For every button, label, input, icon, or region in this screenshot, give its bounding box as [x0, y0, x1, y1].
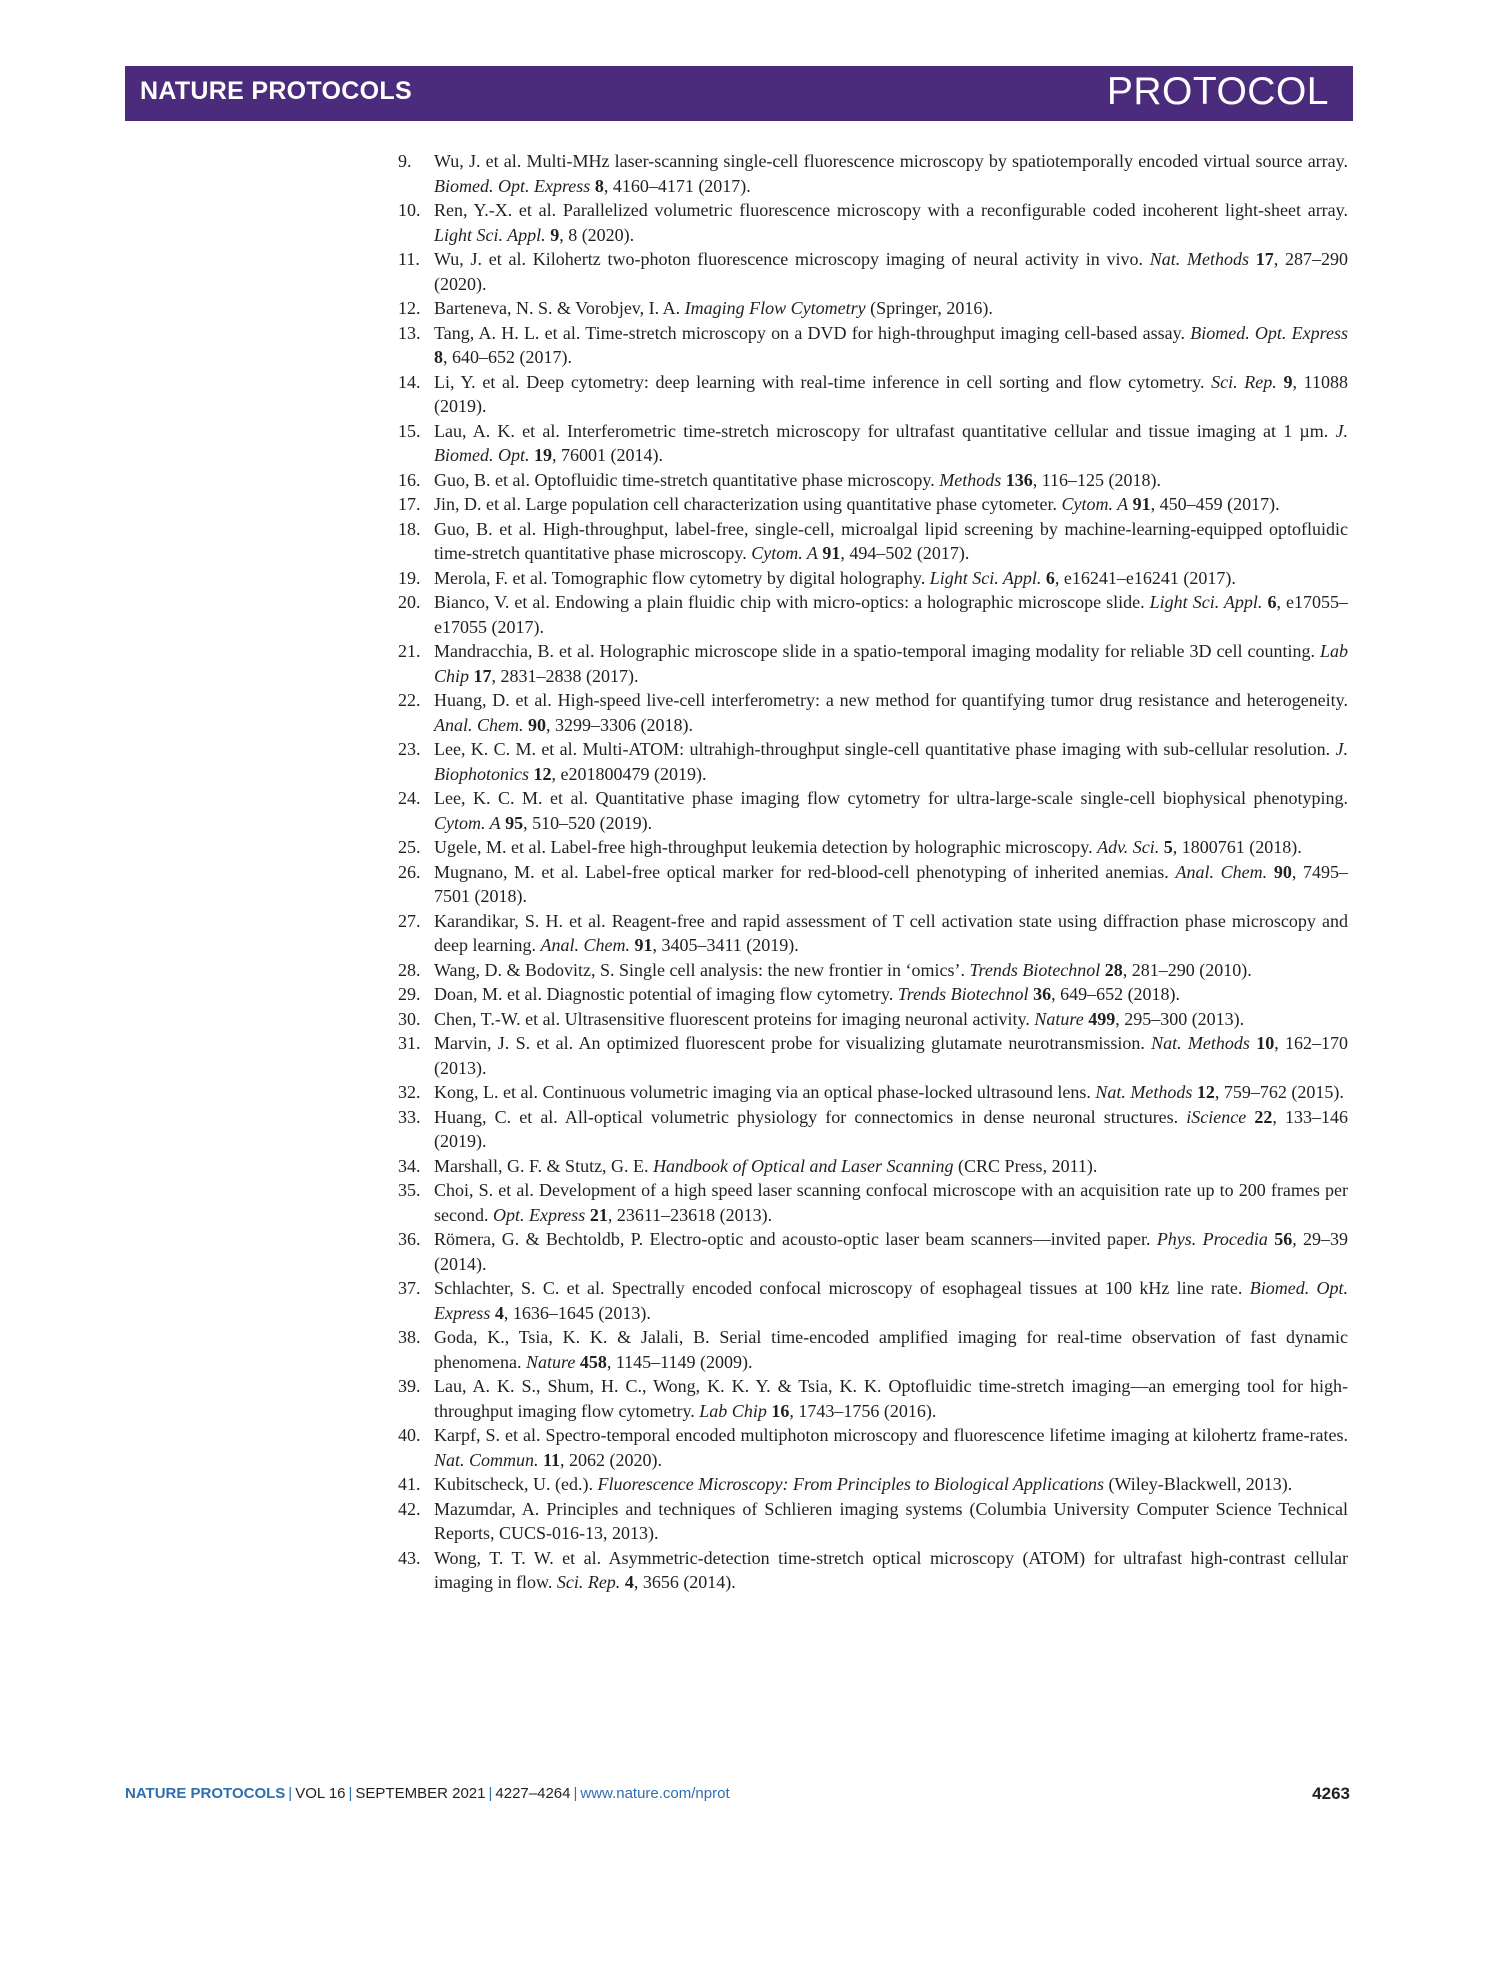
reference-item: [398, 737, 1348, 786]
reference-item: [398, 688, 1348, 737]
reference-volume: 95: [505, 812, 524, 833]
reference-item: [398, 1007, 1348, 1032]
reference-volume: 17: [473, 665, 492, 686]
footer-url-link[interactable]: www.nature.com/nprot: [580, 1785, 730, 1802]
reference-number: 33.: [398, 1106, 421, 1127]
reference-item: [398, 296, 1348, 321]
reference-item: [398, 639, 1348, 688]
reference-text: , 649–652 (2018).: [1051, 984, 1181, 1004]
reference-volume: 499: [1088, 1008, 1116, 1029]
reference-text: Marvin, J. S. et al. An optimized fluorescent probe for visualizing glutamate neurotransmission.: [434, 1033, 1152, 1053]
reference-journal: Phys. Procedia: [1156, 1229, 1268, 1249]
footer-separator: |: [488, 1785, 493, 1802]
reference-item: [398, 198, 1348, 247]
reference-journal: Light Sci. Appl.: [929, 567, 1042, 588]
reference-text: , 76001 (2014).: [551, 445, 663, 465]
article-type: PROTOCOL: [1106, 70, 1329, 113]
page-footer: [125, 1785, 1350, 1802]
reference-text: (CRC Press, 2011).: [953, 1155, 1098, 1176]
reference-volume: 12: [533, 763, 552, 784]
reference-text: Choi, S. et al. Development of a high speed laser scanning confocal microscope with an acquisition rate up to 200 frames per second.: [434, 1180, 1348, 1225]
reference-item: [398, 860, 1348, 909]
reference-journal: Nature: [1034, 1008, 1084, 1029]
reference-text: Wu, J. et al. Kilohertz two-photon fluorescence microscopy imaging of neural activity in vivo.: [434, 249, 1150, 269]
reference-text: , 295–300 (2013).: [1115, 1008, 1245, 1029]
reference-volume: 91: [822, 543, 841, 563]
reference-volume: 22: [1254, 1106, 1273, 1127]
reference-text: , 2831–2838 (2017).: [491, 665, 639, 686]
reference-journal: Nat. Methods: [1149, 249, 1249, 269]
reference-number: 35.: [398, 1180, 421, 1200]
reference-volume: 10: [1256, 1033, 1275, 1053]
reference-item: [398, 149, 1348, 198]
reference-number: 16.: [398, 469, 421, 490]
reference-number: 32.: [398, 1082, 421, 1102]
reference-text: Tang, A. H. L. et al. Time-stretch microscopy on a DVD for high-throughput imaging cell-based assay.: [434, 322, 1191, 343]
journal-header-bar: [125, 66, 1353, 121]
reference-journal: Methods: [939, 469, 1002, 490]
reference-journal: Light Sci. Appl.: [1149, 592, 1263, 612]
reference-text: , 450–459 (2017).: [1150, 494, 1280, 514]
reference-volume: 17: [1255, 249, 1274, 269]
reference-journal: Cytom. A: [434, 812, 501, 833]
footer-volume: VOL 16: [295, 1785, 346, 1802]
reference-journal: Imaging Flow Cytometry: [684, 298, 866, 318]
reference-text: , e17055–e17055 (2017).: [434, 592, 1348, 637]
reference-item: [398, 1546, 1348, 1595]
reference-list: [398, 149, 1348, 1595]
reference-text: Römera, G. & Bechtoldb, P. Electro-optic and acousto-optic laser beam scanners—invited paper.: [434, 1229, 1157, 1249]
reference-text: Wang, D. & Bodovitz, S. Single cell analysis: the new frontier in ‘omics’.: [434, 959, 970, 980]
reference-text: Mandracchia, B. et al. Holographic microscope slide in a spatio-temporal imaging modality for reliable 3D cell counting.: [434, 641, 1320, 661]
reference-number: 18.: [398, 518, 421, 539]
reference-volume: 19: [533, 445, 552, 465]
reference-journal: Fluorescence Microscopy: From Principles to Biological Applications: [597, 1474, 1105, 1494]
reference-text: Karpf, S. et al. Spectro-temporal encoded multiphoton microscopy and fluorescence lifetime imaging at kilohertz frame-rates.: [434, 1425, 1348, 1445]
reference-journal: Adv. Sci.: [1097, 837, 1160, 857]
reference-item: [398, 247, 1348, 296]
reference-text: , 1743–1756 (2016).: [789, 1400, 937, 1421]
reference-text: Lee, K. C. M. et al. Multi-ATOM: ultrahigh-throughput single-cell quantitative phase imaging with sub-cellular resolution.: [434, 739, 1336, 759]
reference-item: [398, 1227, 1348, 1276]
reference-item: [398, 419, 1348, 468]
reference-number: 25.: [398, 837, 421, 857]
reference-number: 14.: [398, 371, 421, 392]
reference-text: , 3299–3306 (2018).: [546, 714, 693, 735]
reference-text: Huang, C. et al. All-optical volumetric physiology for connectomics in dense neuronal structures.: [434, 1106, 1187, 1127]
reference-text: Bianco, V. et al. Endowing a plain fluidic chip with micro-optics: a holographic microscope slide.: [434, 592, 1150, 612]
reference-number: 34.: [398, 1155, 421, 1176]
reference-volume: 9: [550, 224, 560, 245]
reference-item: [398, 909, 1348, 958]
reference-text: Guo, B. et al. High-throughput, label-free, single-cell, microalgal lipid screening by machine-learning-equipped optofluidic time-stretch quantitative phase microscopy.: [434, 518, 1348, 563]
reference-volume: 91: [1132, 494, 1151, 514]
reference-text: Kubitscheck, U. (ed.).: [434, 1474, 598, 1494]
reference-number: 22.: [398, 690, 421, 710]
reference-number: 29.: [398, 984, 421, 1004]
reference-text: , 162–170 (2013).: [434, 1033, 1349, 1078]
reference-item: [398, 492, 1348, 517]
reference-text: Ugele, M. et al. Label-free high-throughput leukemia detection by holographic microscopy.: [434, 837, 1098, 857]
reference-volume: 4: [624, 1572, 634, 1592]
reference-volume: 90: [1273, 861, 1292, 882]
reference-journal: Nat. Commun.: [434, 1449, 539, 1470]
reference-item: [398, 1423, 1348, 1472]
reference-volume: 56: [1274, 1229, 1293, 1249]
reference-volume: 36: [1033, 984, 1052, 1004]
reference-number: 9.: [398, 151, 412, 171]
reference-number: 37.: [398, 1278, 421, 1298]
reference-volume: 6: [1267, 592, 1277, 612]
reference-volume: 4: [494, 1302, 504, 1323]
reference-item: [398, 566, 1348, 591]
reference-number: 21.: [398, 641, 421, 661]
reference-number: 28.: [398, 959, 421, 980]
reference-volume: 8: [434, 347, 443, 367]
reference-volume: 136: [1005, 469, 1033, 490]
reference-item: [398, 468, 1348, 493]
reference-item: [398, 1031, 1348, 1080]
reference-item: [398, 982, 1348, 1007]
reference-journal: Cytom. A: [751, 543, 818, 563]
reference-volume: 21: [589, 1204, 608, 1225]
reference-item: [398, 1472, 1348, 1497]
reference-text: Li, Y. et al. Deep cytometry: deep learning with real-time inference in cell sorting and flow cytometry.: [434, 371, 1212, 392]
reference-journal: iScience: [1186, 1106, 1247, 1127]
reference-text: , 8 (2020).: [559, 224, 635, 245]
reference-number: 13.: [398, 322, 421, 343]
reference-item: [398, 1325, 1348, 1374]
reference-text: , 494–502 (2017).: [840, 543, 970, 563]
reference-item: [398, 321, 1348, 370]
reference-number: 43.: [398, 1547, 421, 1568]
reference-journal: Opt. Express: [492, 1204, 586, 1225]
reference-text: Barteneva, N. S. & Vorobjev, I. A.: [434, 298, 685, 318]
reference-text: , 287–290 (2020).: [434, 249, 1349, 294]
reference-item: [398, 1374, 1348, 1423]
reference-journal: Sci. Rep.: [556, 1572, 621, 1592]
reference-text: Mazumdar, A. Principles and techniques of Schlieren imaging systems (Columbia University Computer Science Technical Reports, CUCS-016-13, 2013).: [434, 1498, 1348, 1543]
footer-pages: 4227–4264: [495, 1785, 571, 1802]
reference-journal: Lab Chip: [434, 641, 1348, 686]
reference-text: Lau, A. K. et al. Interferometric time-stretch microscopy for ultrafast quantitative cellular and tissue imaging at 1 µm.: [434, 420, 1336, 441]
reference-item: [398, 590, 1348, 639]
reference-number: 42.: [398, 1498, 421, 1519]
reference-text: Huang, D. et al. High-speed live-cell interferometry: a new method for quantifying tumor drug resistance and heterogeneity.: [434, 690, 1348, 710]
reference-text: , e16241–e16241 (2017).: [1054, 567, 1236, 588]
reference-journal: Sci. Rep.: [1211, 371, 1277, 392]
reference-journal: Trends Biotechnol: [897, 984, 1029, 1004]
reference-number: 39.: [398, 1376, 421, 1396]
reference-number: 36.: [398, 1229, 421, 1249]
reference-text: , 1145–1149 (2009).: [606, 1351, 753, 1372]
reference-journal: Handbook of Optical and Laser Scanning: [653, 1155, 954, 1176]
reference-number: 19.: [398, 567, 421, 588]
reference-journal: J. Biomed. Opt.: [434, 420, 1348, 465]
reference-number: 24.: [398, 788, 421, 808]
reference-volume: 458: [579, 1351, 607, 1372]
reference-item: [398, 1497, 1348, 1546]
reference-journal: Cytom. A: [1061, 494, 1129, 514]
reference-text: Ren, Y.-X. et al. Parallelized volumetric fluorescence microscopy with a reconfigurable coded incoherent light-sheet array.: [434, 200, 1348, 220]
reference-item: [398, 1178, 1348, 1227]
reference-text: , 116–125 (2018).: [1032, 469, 1162, 490]
reference-volume: 6: [1045, 567, 1055, 588]
reference-journal: Anal. Chem.: [1175, 861, 1268, 882]
reference-item: [398, 370, 1348, 419]
reference-volume: 5: [1163, 837, 1173, 857]
reference-item: [398, 1154, 1348, 1179]
reference-text: , 759–762 (2015).: [1214, 1082, 1344, 1102]
reference-text: Kong, L. et al. Continuous volumetric imaging via an optical phase-locked ultrasound lens.: [434, 1082, 1096, 1102]
reference-number: 26.: [398, 861, 421, 882]
reference-journal: Biomed. Opt. Express: [1190, 322, 1348, 343]
reference-text: Marshall, G. F. & Stutz, G. E.: [434, 1155, 654, 1176]
reference-number: 12.: [398, 298, 421, 318]
reference-volume: 11: [543, 1449, 561, 1470]
reference-volume: 91: [634, 935, 653, 955]
page-number: 4263: [1312, 1784, 1350, 1803]
reference-text: Lau, A. K. S., Shum, H. C., Wong, K. K. Y. & Tsia, K. K. Optofluidic time-stretch imaging—an emerging tool for high-throughput imaging flow cytometry.: [434, 1376, 1348, 1421]
reference-volume: 16: [771, 1400, 790, 1421]
reference-volume: 28: [1104, 959, 1123, 980]
footer-separator: |: [573, 1785, 578, 1802]
reference-volume: 12: [1196, 1082, 1215, 1102]
reference-text: Karandikar, S. H. et al. Reagent-free and rapid assessment of T cell activation state using diffraction phase microscopy and deep learning.: [434, 910, 1348, 955]
reference-text: , 281–290 (2010).: [1122, 959, 1252, 980]
reference-number: 20.: [398, 592, 421, 612]
reference-volume: 90: [528, 714, 546, 735]
reference-text: , 510–520 (2019).: [523, 812, 653, 833]
reference-text: [1249, 249, 1256, 269]
reference-text: Wong, T. T. W. et al. Asymmetric-detection time-stretch optical microscopy (ATOM) for ultrafast high-contrast cellular imaging in flow.: [434, 1547, 1348, 1592]
reference-text: Merola, F. et al. Tomographic flow cytometry by digital holography.: [434, 567, 930, 588]
reference-number: 40.: [398, 1425, 421, 1445]
reference-item: [398, 835, 1348, 860]
reference-number: 17.: [398, 494, 421, 514]
reference-item: [398, 517, 1348, 566]
reference-journal: Anal. Chem.: [434, 714, 524, 735]
footer-journal-name: NATURE PROTOCOLS: [125, 1785, 286, 1802]
journal-name: NATURE PROTOCOLS: [140, 77, 412, 105]
reference-text: , 3405–3411 (2019).: [652, 935, 799, 955]
reference-number: 11.: [398, 249, 420, 269]
reference-number: 10.: [398, 200, 421, 220]
reference-text: Chen, T.-W. et al. Ultrasensitive fluorescent proteins for imaging neuronal activity.: [434, 1008, 1035, 1029]
reference-text: , 7495–7501 (2018).: [434, 861, 1348, 906]
footer-separator: |: [348, 1785, 353, 1802]
reference-text: , 2062 (2020).: [560, 1449, 663, 1470]
reference-text: , e201800479 (2019).: [551, 763, 707, 784]
footer-separator: |: [288, 1785, 293, 1802]
reference-item: [398, 1105, 1348, 1154]
reference-text: [1267, 862, 1274, 882]
reference-journal: Lab Chip: [699, 1400, 767, 1421]
reference-text: Guo, B. et al. Optofluidic time-stretch quantitative phase microscopy.: [434, 469, 940, 490]
reference-text: Mugnano, M. et al. Label-free optical marker for red-blood-cell phenotyping of inherited anemias.: [434, 861, 1176, 882]
reference-text: Schlachter, S. C. et al. Spectrally encoded confocal microscopy of esophageal tissues at 100 kHz line rate.: [434, 1278, 1250, 1298]
reference-number: 27.: [398, 910, 421, 931]
reference-text: , 640–652 (2017).: [443, 347, 572, 367]
reference-text: , 3656 (2014).: [633, 1572, 736, 1592]
reference-text: Goda, K., Tsia, K. K. & Jalali, B. Serial time-encoded amplified imaging for real-time observation of fast dynamic phenomena.: [434, 1327, 1348, 1372]
reference-text: (Springer, 2016).: [865, 298, 993, 318]
reference-journal: Light Sci. Appl.: [434, 224, 546, 245]
reference-journal: Biomed. Opt. Express: [434, 1278, 1348, 1323]
reference-number: 38.: [398, 1327, 421, 1347]
reference-text: Wu, J. et al. Multi-MHz laser-scanning single-cell fluorescence microscopy by spatiotemporally encoded virtual source array.: [434, 151, 1348, 171]
reference-journal: Nat. Methods: [1151, 1033, 1250, 1053]
reference-text: (Wiley-Blackwell, 2013).: [1104, 1474, 1293, 1494]
reference-text: , 11088 (2019).: [434, 371, 1348, 416]
reference-number: 15.: [398, 420, 421, 441]
reference-text: , 23611–23618 (2013).: [607, 1204, 773, 1225]
reference-item: [398, 958, 1348, 983]
reference-number: 31.: [398, 1033, 421, 1053]
reference-number: 30.: [398, 1008, 421, 1029]
reference-volume: 9: [1283, 371, 1293, 392]
reference-journal: Anal. Chem.: [540, 935, 630, 955]
footer-date: SEPTEMBER 2021: [355, 1785, 486, 1802]
reference-item: [398, 786, 1348, 835]
reference-volume: 8: [594, 175, 604, 196]
reference-journal: Biomed. Opt. Express: [434, 175, 591, 196]
reference-text: Jin, D. et al. Large population cell characterization using quantitative phase cytometer.: [434, 494, 1062, 514]
reference-text: , 29–39 (2014).: [434, 1229, 1348, 1274]
reference-journal: Nature: [525, 1351, 576, 1372]
reference-text: , 1800761 (2018).: [1172, 837, 1302, 857]
reference-item: [398, 1080, 1348, 1105]
reference-journal: J. Biophotonics: [434, 739, 1348, 784]
reference-text: Lee, K. C. M. et al. Quantitative phase imaging flow cytometry for ultra-large-scale single-cell biophysical phenotyping.: [434, 788, 1348, 808]
reference-item: [398, 1276, 1348, 1325]
reference-journal: Trends Biotechnol: [969, 959, 1101, 980]
reference-text: , 4160–4171 (2017).: [603, 175, 751, 196]
reference-text: Doan, M. et al. Diagnostic potential of imaging flow cytometry.: [434, 984, 898, 1004]
reference-number: 41.: [398, 1474, 421, 1494]
reference-text: , 133–146 (2019).: [434, 1106, 1349, 1151]
reference-journal: Nat. Methods: [1095, 1082, 1193, 1102]
reference-number: 23.: [398, 739, 421, 759]
reference-text: , 1636–1645 (2013).: [503, 1302, 651, 1323]
